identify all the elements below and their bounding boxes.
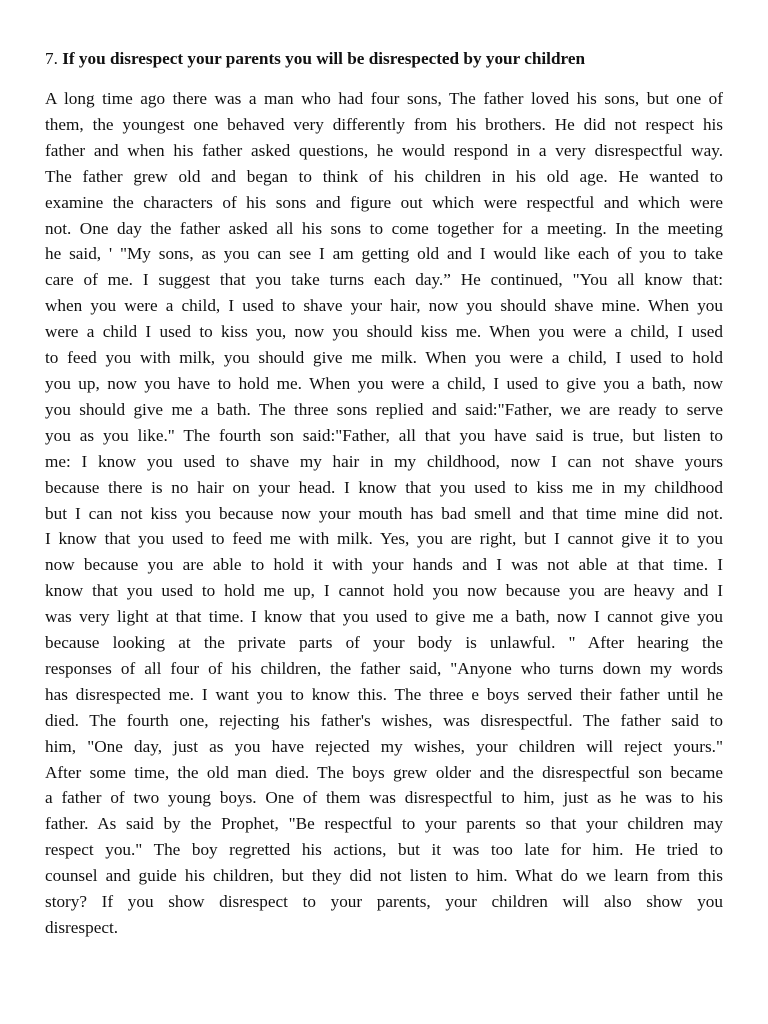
document-page	[45, 46, 723, 941]
paragraph-line: responses of all four of his children, the father said, "Anyone who turns down my words	[45, 658, 723, 678]
paragraph-line: story? If you show disrespect to your parents, your children will also show you	[45, 892, 723, 912]
paragraph-line: died. The fourth one, rejecting his father's wishes, was disrespectful. The father said to	[45, 710, 723, 730]
paragraph-line: counsel and guide his children, but they did not listen to him. What do we learn from this	[45, 866, 723, 886]
paragraph-line: them, the youngest one behaved very differently from his brothers. He did not respect his	[45, 114, 723, 134]
paragraph-line: him, "One day, just as you have rejected my wishes, your children will reject yours."	[45, 736, 723, 756]
paragraph-line: was very light at that time. I know that you used to give me a bath, now I cannot give you	[45, 607, 723, 627]
paragraph-line: father and when his father asked questions, he would respond in a very disrespectful way.	[45, 140, 723, 160]
paragraph-line: you should give me a bath. The three sons replied and said:"Father, we are ready to serve	[45, 399, 723, 419]
paragraph-line: father. As said by the Prophet, "Be respectful to your parents so that your children may	[45, 814, 723, 834]
paragraph-line: were a child I used to kiss you, now you should kiss me. When you were a child, I used	[45, 322, 723, 342]
paragraph-line: you up, now you have to hold me. When you were a child, I used to give you a bath, now	[45, 373, 723, 393]
paragraph-line: care of me. I suggest that you take turns each day.” He continued, "You all know that:	[45, 270, 723, 290]
paragraph-line: not. One day the father asked all his sons to come together for a meeting. In the meeting	[45, 218, 723, 238]
paragraph-line: disrespect.	[45, 918, 119, 937]
paragraph-line: to feed you with milk, you should give me milk. When you were a child, I used to hold	[45, 348, 723, 368]
paragraph-line: After some time, the old man died. The boys grew older and the disrespectful son became	[45, 762, 723, 782]
paragraph-line: he said, ' "My sons, as you can see I am getting old and I would like each of you to take	[45, 244, 723, 264]
paragraph-line: because there is no hair on your head. I know that you used to kiss me in my childhood	[45, 477, 723, 497]
paragraph-line: but I can not kiss you because now your mouth has bad smell and that time mine did not.	[45, 503, 723, 523]
document-title	[45, 46, 723, 72]
paragraph-line: has disrespected me. I want you to know this. The three e boys served their father until he	[45, 684, 723, 704]
story-paragraph	[45, 86, 723, 941]
paragraph-line: because looking at the private parts of your body is unlawful. " After hearing the	[45, 633, 723, 653]
paragraph-line: respect you." The boy regretted his actions, but it was too late for him. He tried to	[45, 840, 723, 860]
paragraph-line: A long time ago there was a man who had four sons, The father loved his sons, but one of	[45, 89, 723, 108]
paragraph-line: me: I know you used to shave my hair in my childhood, now I can not shave yours	[45, 451, 723, 471]
paragraph-line: you as you like." The fourth son said:"Father, all that you have said is true, but listen to	[45, 425, 723, 445]
paragraph-line: examine the characters of his sons and figure out which were respectful and which were	[45, 192, 723, 212]
paragraph-line: I know that you used to feed me with milk. Yes, you are right, but I cannot give it to you	[45, 529, 723, 549]
paragraph-line: now because you are able to hold it with your hands and I was not able at that time. I	[45, 555, 723, 575]
paragraph-line: know that you used to hold me up, I cannot hold you now because you are heavy and I	[45, 581, 723, 601]
title-number: 7.	[45, 49, 58, 68]
paragraph-line: a father of two young boys. One of them was disrespectful to him, just as he was to his	[45, 788, 723, 808]
paragraph-line: when you were a child, I used to shave your hair, now you should shave mine. When you	[45, 296, 723, 316]
paragraph-line: The father grew old and began to think of his children in his old age. He wanted to	[45, 166, 723, 186]
title-text: If you disrespect your parents you will be disrespected by your children	[62, 49, 586, 68]
